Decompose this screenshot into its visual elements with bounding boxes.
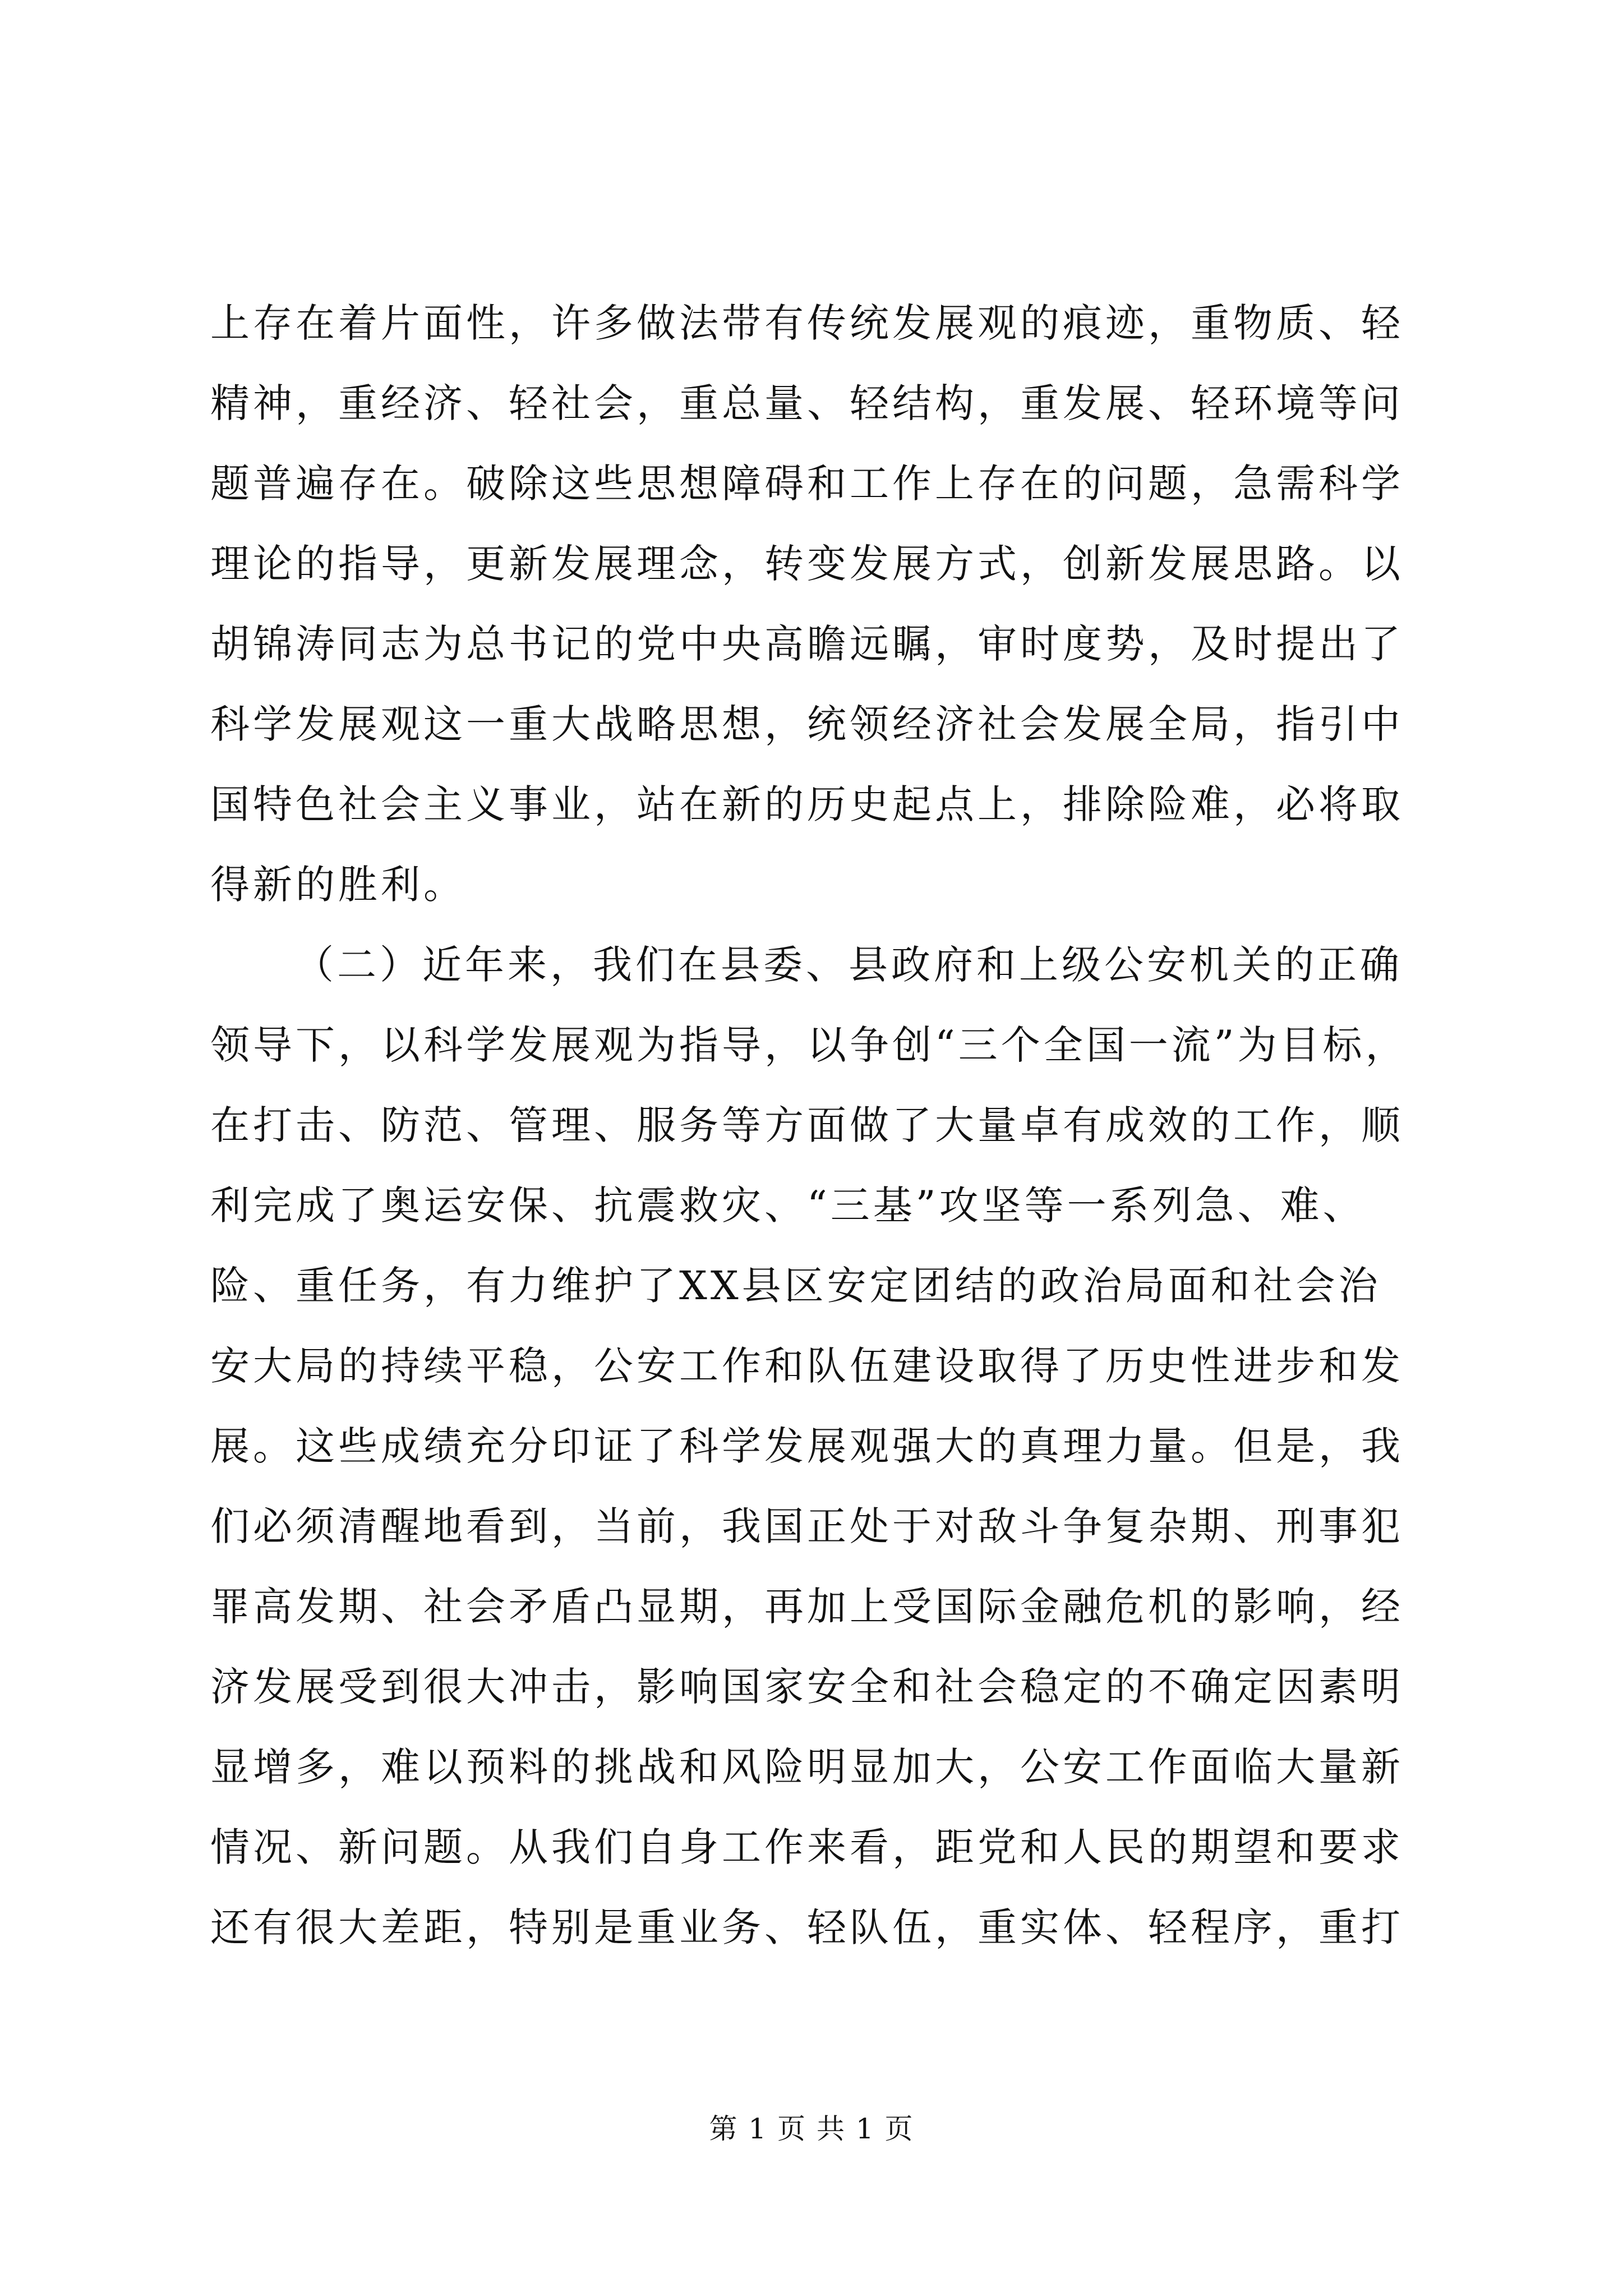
text-line: 险、重任务，有力维护了XX县区安定团结的政治局面和社会治 — [210, 1263, 1381, 1309]
text-line: 们必须清醒地看到，当前，我国正处于对敌斗争复杂期、刑事犯 — [210, 1503, 1404, 1549]
text-line: 上存在着片面性，许多做法带有传统发展观的痕迹，重物质、轻 — [210, 300, 1404, 346]
text-line: 利完成了奥运安保、抗震救灾、“三基”攻坚等一系列急、难、 — [210, 1182, 1366, 1228]
text-line: 显增多，难以预料的挑战和风险明显加大，公安工作面临大量新 — [210, 1744, 1404, 1790]
page-footer: 第 1 页 共 1 页 — [709, 2113, 914, 2145]
text-line: 罪高发期、社会矛盾凸显期，再加上受国际金融危机的影响，经 — [210, 1584, 1404, 1630]
text-line: 在打击、防范、管理、服务等方面做了大量卓有成效的工作，顺 — [210, 1102, 1404, 1148]
text-line: 胡锦涛同志为总书记的党中央高瞻远瞩，审时度势，及时提出了 — [210, 621, 1404, 667]
text-line: 展。这些成绩充分印证了科学发展观强大的真理力量。但是，我 — [210, 1423, 1404, 1469]
paragraph-start-line: （二）近年来，我们在县委、县政府和上级公安机关的正确 — [294, 942, 1403, 988]
text-line: 精神，重经济、轻社会，重总量、轻结构，重发展、轻环境等问 — [210, 380, 1404, 426]
text-line: 题普遍存在。破除这些思想障碍和工作上存在的问题，急需科学 — [210, 461, 1404, 507]
text-line: 安大局的持续平稳，公安工作和队伍建设取得了历史性进步和发 — [210, 1343, 1404, 1389]
text-line: 理论的指导，更新发展理念，转变发展方式，创新发展思路。以 — [210, 541, 1404, 587]
text-line: 济发展受到很大冲击，影响国家安全和社会稳定的不确定因素明 — [210, 1664, 1404, 1710]
body-text — [210, 283, 1416, 1968]
text-line: 还有很大差距，特别是重业务、轻队伍，重实体、轻程序，重打 — [210, 1904, 1404, 1950]
text-line: 科学发展观这一重大战略思想，统领经济社会发展全局，指引中 — [210, 701, 1404, 747]
text-line: 得新的胜利。 — [210, 862, 466, 908]
text-line: 领导下，以科学发展观为指导，以争创“三个全国一流”为目标， — [210, 1022, 1408, 1068]
text-line: 国特色社会主义事业，站在新的历史起点上，排除险难，必将取 — [210, 781, 1404, 827]
text-line: 情况、新问题。从我们自身工作来看，距党和人民的期望和要求 — [210, 1824, 1404, 1870]
